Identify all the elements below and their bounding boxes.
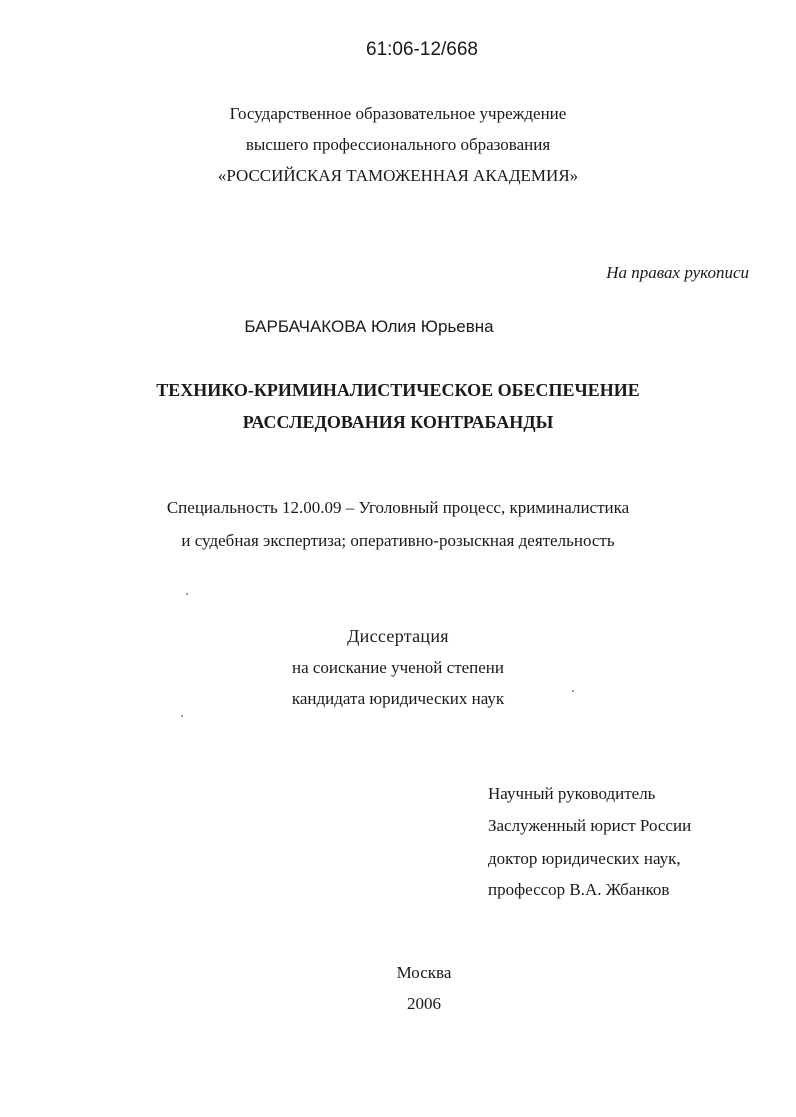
- scan-speck: [181, 715, 183, 717]
- specialty-line-2: и судебная экспертиза; оперативно-розыскная деятельность: [181, 531, 615, 550]
- archive-code: 61:06-12/668: [366, 39, 478, 60]
- title-line-2: РАССЛЕДОВАНИЯ КОНТРАБАНДЫ: [242, 412, 554, 432]
- work-type-heading: Диссертация: [347, 626, 449, 646]
- supervisor-line-3: доктор юридических наук,: [488, 849, 681, 868]
- scan-speck: [572, 690, 574, 692]
- scan-speck: [186, 593, 188, 595]
- supervisor-line-1: Научный руководитель: [488, 784, 656, 803]
- title-line-1: ТЕХНИКО-КРИМИНАЛИСТИЧЕСКОЕ ОБЕСПЕЧЕНИЕ: [156, 380, 640, 400]
- year: 2006: [407, 994, 441, 1013]
- rights-note: На правах рукописи: [606, 263, 749, 282]
- supervisor-line-2: Заслуженный юрист России: [488, 816, 692, 835]
- work-type-line-1: на соискание ученой степени: [291, 658, 505, 677]
- work-type-line-2: кандидата юридических наук: [291, 689, 505, 708]
- institution-name: «РОССИЙСКАЯ ТАМОЖЕННАЯ АКАДЕМИЯ»: [217, 166, 579, 185]
- institution-line-1: Государственное образовательное учреждение: [229, 104, 567, 123]
- specialty-line-1: Специальность 12.00.09 – Уголовный процесс, криминалистика: [166, 498, 630, 517]
- author-name: БАРБАЧАКОВА Юлия Юрьевна: [244, 317, 494, 336]
- institution-line-2: высшего профессионального образования: [245, 135, 551, 154]
- place: Москва: [396, 963, 452, 982]
- supervisor-line-4: профессор В.А. Жбанков: [488, 880, 670, 899]
